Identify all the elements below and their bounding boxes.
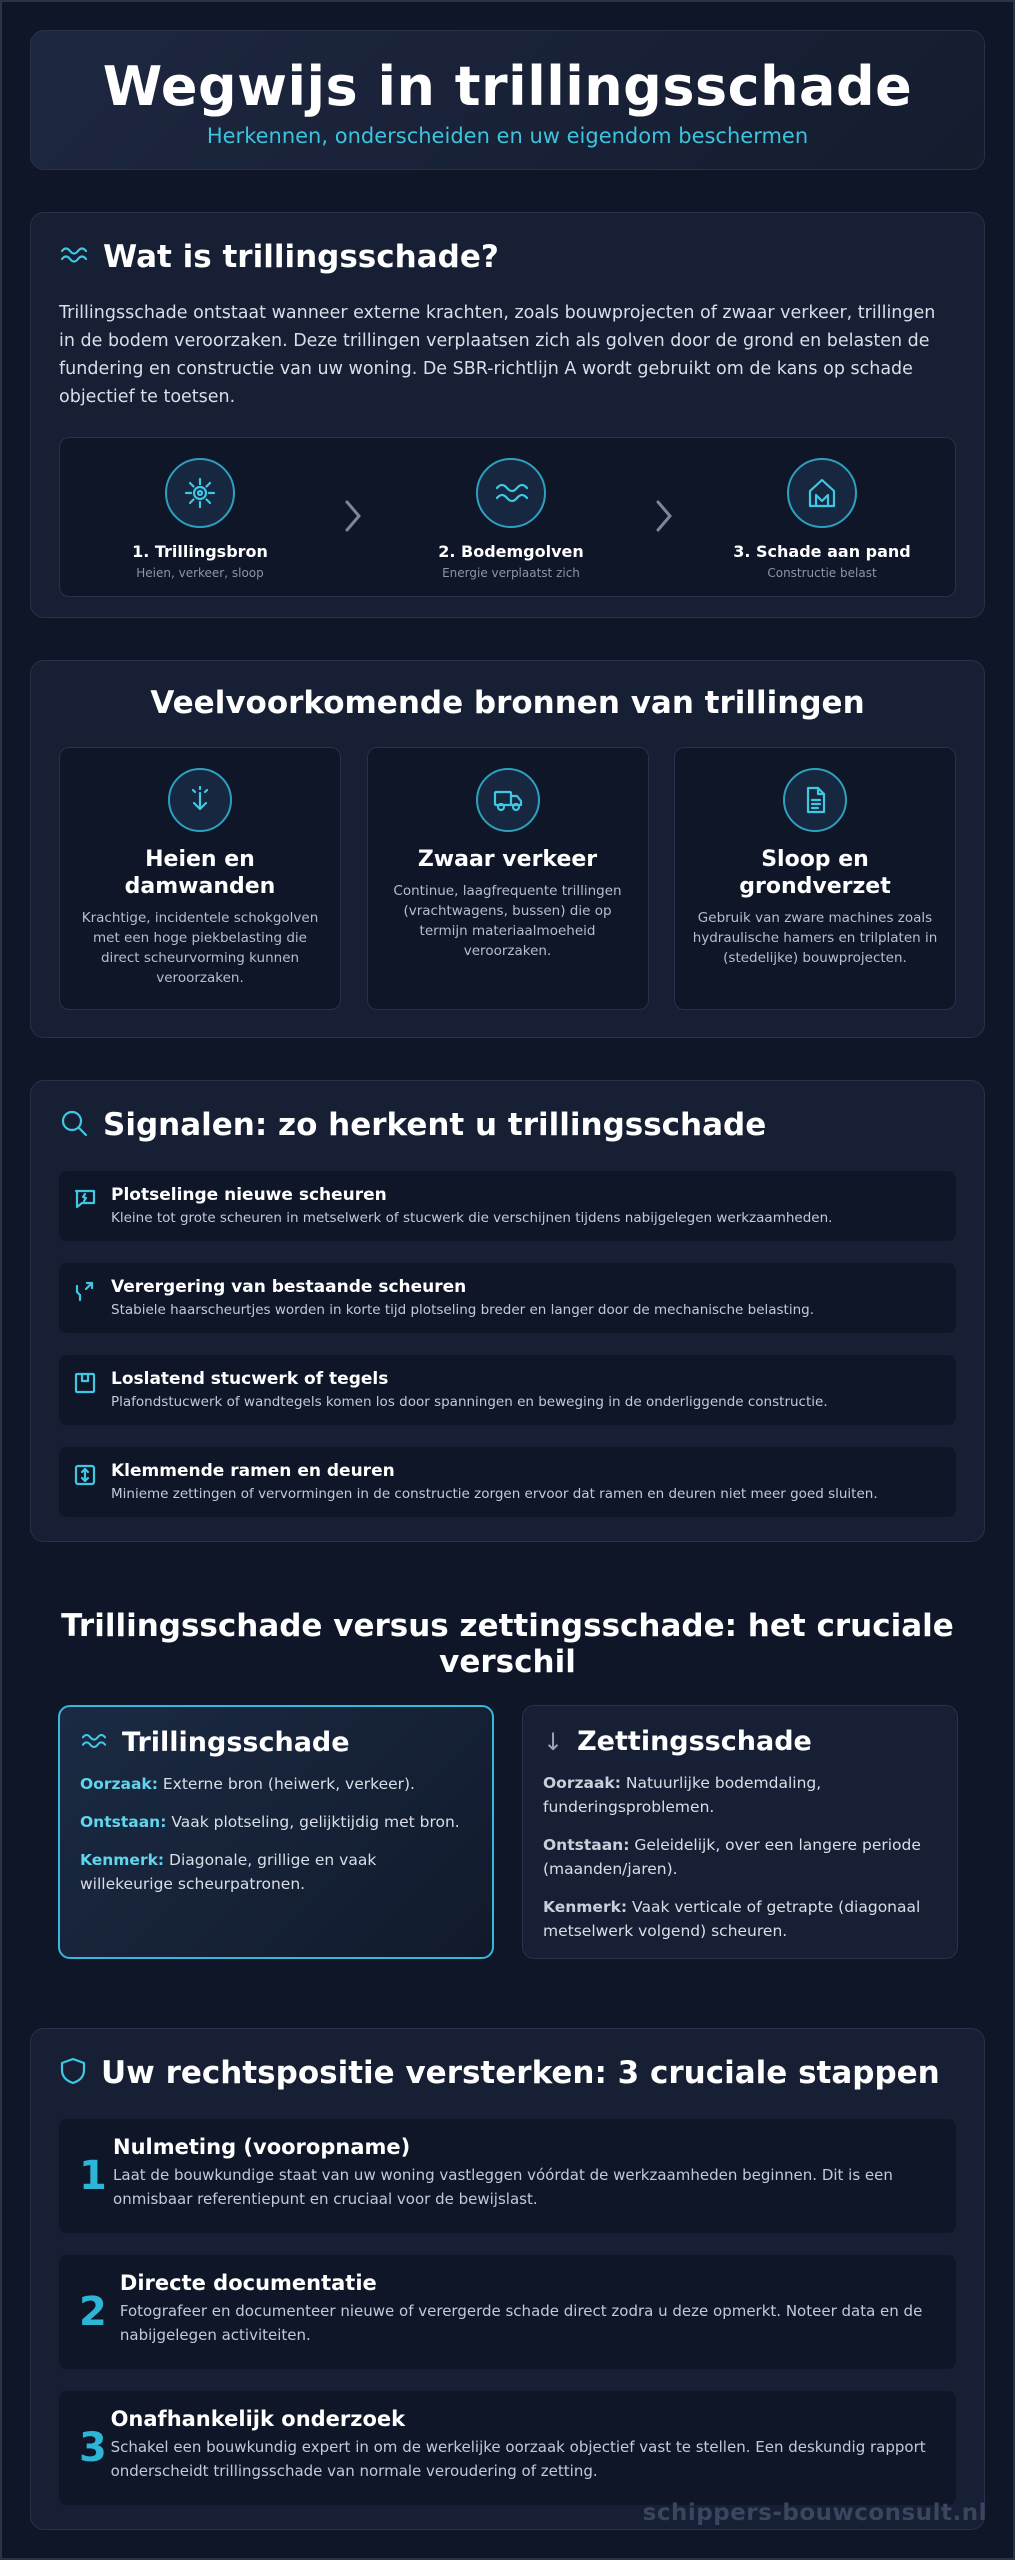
document-icon [783, 768, 847, 832]
signal-item [59, 1263, 956, 1333]
step-text: Schakel een bouwkundig expert in om de werkelijke oorzaak objectief vast te stellen. Een deskundig rapport onderscheidt trillingsschade van normale veroudering of zetting. [110, 2438, 926, 2480]
comparison-title: Trillingsschade versus zettingsschade: het cruciale verschil [61, 1608, 954, 1680]
comparison-value: Natuurlijke bodemdaling, funderingsproblemen. [543, 1774, 822, 1816]
comparison-value: Diagonale, grillige en vaak willekeurige scheurpatronen. [80, 1851, 377, 1893]
flow-step-title: 2. Bodemgolven [438, 542, 584, 561]
signal-item [59, 1171, 956, 1241]
signal-text: Plafondstucwerk of wandtegels komen los door spanningen en beweging in de onderliggende constructie. [111, 1394, 828, 1410]
comparison-key: Ontstaan: [543, 1836, 630, 1854]
flow-step-waves [411, 458, 611, 580]
source-cards [59, 747, 956, 1010]
comparison-card-vibration [58, 1705, 494, 1959]
waves-icon [59, 242, 89, 272]
legal-section [30, 2028, 985, 2530]
chevron-right-icon [342, 498, 364, 534]
source-card-title: Heien en damwanden [124, 847, 276, 899]
step-number: 2 [79, 2289, 107, 2335]
signal-text: Kleine tot grote scheuren in metselwerk of stucwerk die verschijnen tijdens nabijgelegen werkzaamheden. [111, 1210, 833, 1226]
step-title: Directe documentatie [119, 2271, 377, 2295]
page-subtitle: Herkennen, onderscheiden en uw eigendom beschermen [206, 124, 809, 148]
signal-text: Minieme zettingen of vervormingen in de constructie zorgen ervoor dat ramen en deuren niet meer goed sluiten. [111, 1486, 878, 1502]
flow-step-title: 1. Trillingsbron [132, 542, 268, 561]
source-card [367, 747, 649, 1010]
chevron-right-icon [653, 498, 675, 534]
source-card-title: Zwaar verkeer [417, 847, 598, 872]
source-card-text: Krachtige, incidentele schokgolven met een hoge piekbelasting die direct scheurvorming kunnen veroorzaken. [81, 910, 319, 986]
comparison-row [80, 1810, 472, 1834]
legal-step [59, 2119, 956, 2233]
signals-title: Signalen: zo herkent u trillingsschade [103, 1107, 767, 1143]
step-number: 1 [79, 2153, 107, 2199]
site-watermark: schippers-bouwconsult.nl [642, 2500, 987, 2526]
comparison-row [543, 1833, 937, 1881]
flow-step-sub: Energie verplaatst zich [442, 566, 580, 580]
comparison-value: Vaak verticale of getrapte (diagonaal metselwerk volgend) scheuren. [543, 1898, 921, 1940]
comparison-key: Oorzaak: [543, 1774, 621, 1792]
ground-waves-icon [476, 458, 546, 528]
new-crack-icon [73, 1187, 97, 1211]
arrow-down-icon: ↓ [543, 1727, 564, 1756]
vibration-flow [59, 437, 956, 597]
search-icon [59, 1108, 89, 1142]
damaged-house-icon [787, 458, 857, 528]
widening-crack-icon [73, 1279, 97, 1303]
comparison-row [80, 1848, 472, 1896]
comparison-card-title: Trillingsschade [122, 1727, 350, 1758]
comparison-row [80, 1772, 472, 1796]
source-card-text: Gebruik van zware machines zoals hydraulische hamers en trilplaten in (stedelijke) bouwprojecten. [692, 910, 938, 966]
signal-title: Loslatend stucwerk of tegels [111, 1369, 389, 1389]
step-title: Nulmeting (vooropname) [113, 2135, 411, 2159]
comparison-key: Oorzaak: [80, 1775, 158, 1793]
comparison-value: Geleidelijk, over een langere periode (maanden/jaren). [543, 1836, 921, 1878]
what-heading [59, 239, 956, 275]
signal-title: Klemmende ramen en deuren [111, 1461, 395, 1481]
signal-item [59, 1447, 956, 1517]
step-title: Onafhankelijk onderzoek [110, 2407, 406, 2431]
flow-step-title: 3. Schade aan pand [733, 542, 911, 561]
signal-title: Verergering van bestaande scheuren [111, 1277, 467, 1297]
comparison-value: Vaak plotseling, gelijktijdig met bron. [171, 1813, 460, 1831]
legal-heading [59, 2055, 956, 2091]
what-title: Wat is trillingsschade? [103, 239, 499, 275]
signals-section [30, 1080, 985, 1542]
signals-list [59, 1171, 956, 1517]
source-card [59, 747, 341, 1010]
source-card-text: Continue, laagfrequente trillingen (vrachtwagens, bussen) die op termijn materiaalmoeheid veroorzaken. [393, 883, 622, 959]
comparison-key: Kenmerk: [543, 1898, 628, 1916]
source-card [674, 747, 956, 1010]
truck-icon [476, 768, 540, 832]
comparison-key: Ontstaan: [80, 1813, 167, 1831]
pile-driving-icon [168, 768, 232, 832]
flow-step-sub: Constructie belast [767, 566, 877, 580]
vibration-source-icon [165, 458, 235, 528]
signals-heading [59, 1107, 956, 1143]
waves-icon [80, 1729, 108, 1757]
comparison-card-settlement [522, 1705, 958, 1959]
what-intro: Trillingsschade ontstaat wanneer externe krachten, zoals bouwprojecten of zwaar verkeer, trillingen in de bodem veroorzaken. Deze trillingen verplaatsen zich als golven door de grond en belasten de fundering en constructie van uw woning. De SBR-richtlijn A wordt gebruikt om de kans op schade objectief te toetsen. [59, 303, 936, 407]
hero-banner [30, 30, 985, 170]
sources-title: Veelvoorkomende bronnen van trillingen [150, 685, 865, 721]
comparison-row [543, 1895, 937, 1943]
signal-item [59, 1355, 956, 1425]
flow-step-sub: Heien, verkeer, sloop [136, 566, 264, 580]
loose-tile-icon [73, 1371, 97, 1395]
legal-title: Uw rechtspositie versterken: 3 cruciale stappen [101, 2055, 940, 2091]
step-text: Fotografeer en documenteer nieuwe of verergerde schade direct zodra u deze opmerkt. Noteer data en de nabijgelegen activiteiten. [119, 2302, 923, 2344]
page-title: Wegwijs in trillingsschade [102, 55, 913, 118]
comparison-value: Externe bron (heiwerk, verkeer). [162, 1775, 415, 1793]
sources-section [30, 660, 985, 1038]
legal-step [59, 2391, 956, 2505]
comparison-row [543, 1771, 937, 1819]
stuck-door-icon [73, 1463, 97, 1487]
comparison-key: Kenmerk: [80, 1851, 165, 1869]
step-number: 3 [79, 2425, 107, 2471]
flow-step-source [100, 458, 300, 580]
legal-step [59, 2255, 956, 2369]
signal-text: Stabiele haarscheurtjes worden in korte tijd plotseling breder en langer door de mechanische belasting. [111, 1302, 815, 1318]
source-card-title: Sloop en grondverzet [739, 847, 891, 899]
step-text: Laat de bouwkundige staat van uw woning vastleggen vóórdat de werkzaamheden beginnen. Dit is een onmisbaar referentiepunt en cruciaal voor de bewijslast. [113, 2166, 893, 2208]
what-section [30, 212, 985, 618]
legal-steps [59, 2119, 956, 2505]
flow-step-damage [722, 458, 922, 580]
comparison-card-title: Zettingsschade [577, 1726, 812, 1757]
signal-title: Plotselinge nieuwe scheuren [111, 1185, 387, 1205]
shield-icon [59, 2056, 87, 2090]
